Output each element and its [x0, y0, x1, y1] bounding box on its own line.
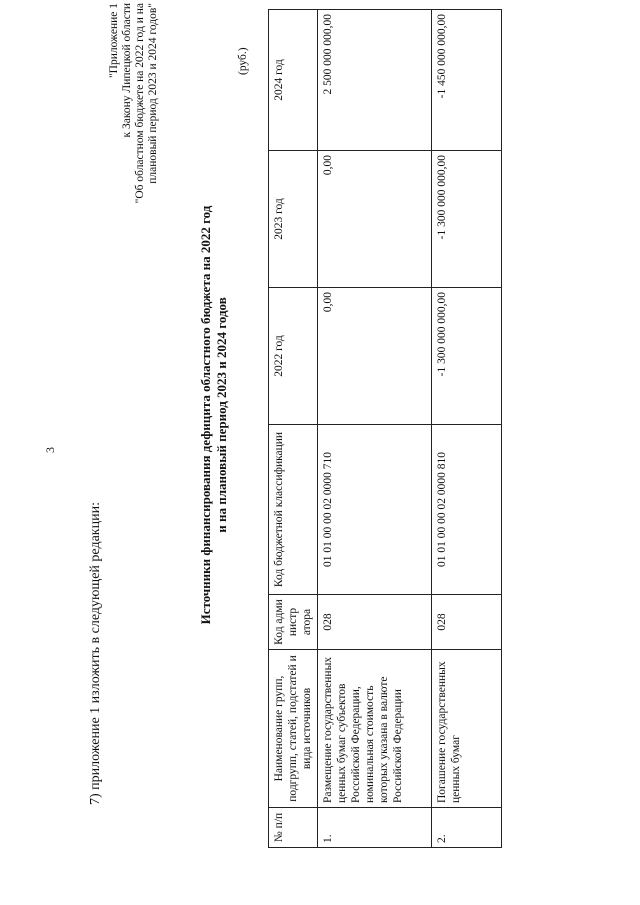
row-name: Погашение государственных ценных бумаг — [432, 650, 502, 808]
appendix-line: к Закону Липецкой области — [121, 3, 133, 138]
header-year-2024: 2024 год — [269, 10, 318, 151]
header-admin: Код адми нистр атора — [269, 595, 318, 650]
row-admin-code: 028 — [432, 595, 502, 650]
row-value-2023: 0,00 — [318, 151, 432, 288]
row-value-2024: -1 450 000 000,00 — [432, 10, 502, 151]
table-row — [432, 10, 502, 848]
header-name: Наименование групп, подгрупп, статей, подстатей и вида источников — [269, 650, 318, 808]
row-value-2022: 0,00 — [318, 288, 432, 425]
unit-label: (руб.) — [237, 47, 249, 75]
row-budget-code: 01 01 00 00 02 0000 810 — [432, 425, 502, 595]
title-line-1: Источники финансирования дефицита областного бюджета на 2022 год — [198, 205, 213, 625]
page-number: 3 — [43, 447, 57, 453]
header-year-2022: 2022 год — [269, 288, 318, 425]
appendix-line: "Приложение 1 — [108, 3, 120, 79]
table-row — [318, 10, 432, 848]
appendix-heading — [108, 3, 160, 223]
intro-text: 7) приложение 1 изложить в следующей редакции: — [88, 502, 103, 805]
document-title — [198, 85, 230, 745]
title-line-2: и на плановый период 2023 и 2024 годов — [214, 297, 229, 533]
row-value-2022: -1 300 000 000,00 — [432, 288, 502, 425]
row-budget-code: 01 01 00 00 02 0000 710 — [318, 425, 432, 595]
header-year-2023: 2023 год — [269, 151, 318, 288]
financing-sources-table — [268, 9, 502, 848]
row-name: Размещение государственных ценных бумаг субъектов Российской Федерации, номинальная стоимость которых указана в валюте Российской Федерации — [318, 650, 432, 808]
row-num: 2. — [432, 808, 502, 848]
row-admin-code: 028 — [318, 595, 432, 650]
appendix-line: плановый период 2023 и 2024 годов" — [147, 3, 159, 184]
appendix-line: "Об областном бюджете на 2022 год и на — [134, 3, 146, 204]
row-num: 1. — [318, 808, 432, 848]
header-num: № п/п — [269, 808, 318, 848]
table-header-row — [269, 10, 318, 848]
row-value-2023: -1 300 000 000,00 — [432, 151, 502, 288]
header-code: Код бюджетной классификации — [269, 425, 318, 595]
row-value-2024: 2 500 000 000,00 — [318, 10, 432, 151]
